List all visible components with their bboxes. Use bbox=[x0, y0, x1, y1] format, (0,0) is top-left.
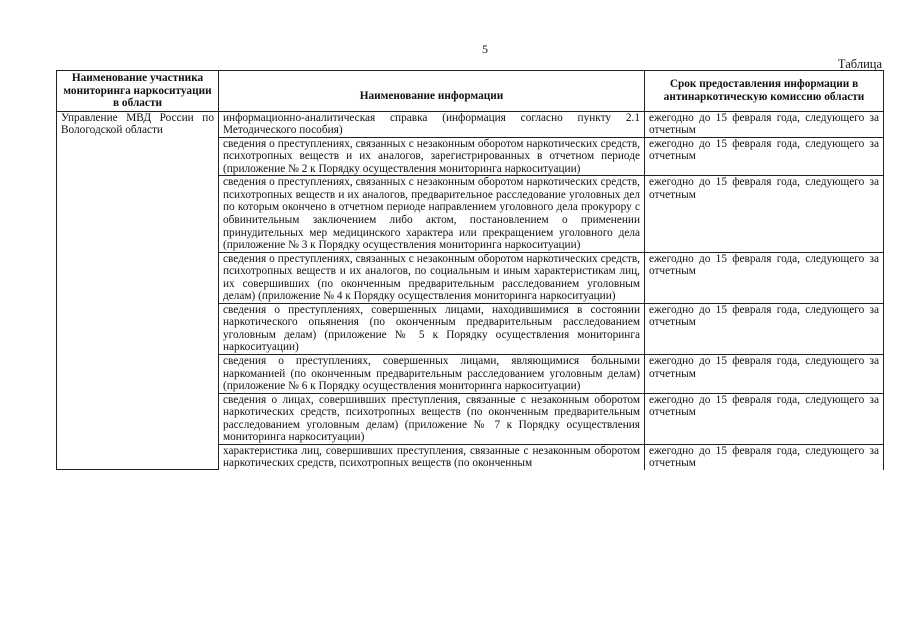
header-information-label: Наименование информации bbox=[359, 89, 504, 102]
deadline-cell: ежегодно до 15 февраля года, следующего за отчетным bbox=[645, 111, 884, 137]
header-information bbox=[219, 71, 645, 112]
deadline-cell: ежегодно до 15 февраля года, следующего за отчетным bbox=[645, 176, 884, 252]
info-cell: сведения о преступлениях, совершенных лицами, являющимися больными наркоманией (по оконченным предварительным расследованием уголовным делам) (приложение № 6 к Порядку осуществления мониторинга наркоситуации) bbox=[219, 355, 645, 394]
info-cell: сведения о преступлениях, связанных с незаконным оборотом наркотических средств, психотропных веществ и их аналогов, по социальным и иным характеристикам лиц, их совершивших (по оконченным предварительным расследованием уголовным делам) (приложение № 4 к Порядку осуществления мониторинга наркоситуации) bbox=[219, 252, 645, 303]
info-cell: информационно-аналитическая справка (информация согласно пункту 2.1 Методического пособия) bbox=[219, 111, 645, 137]
deadline-cell: ежегодно до 15 февраля года, следующего за отчетным bbox=[645, 137, 884, 176]
header-deadline: Срок предоставления информации в антинаркотическую комиссию области bbox=[645, 71, 884, 112]
info-cell: сведения о преступлениях, связанных с незаконным оборотом наркотических средств, психотропных веществ и их аналогов, предварительное расследование уголовных дел по которым окончено в отчетном периоде направлением уголовного дела прокурору с обвинительным заключением либо актом, постановлением о применении принудительных мер медицинского характера или прекращением уголовного дела (приложение № 3 к Порядку осуществления мониторинга наркоситуации) bbox=[219, 176, 645, 252]
table-header-row bbox=[57, 71, 884, 112]
deadline-cell: ежегодно до 15 февраля года, следующего за отчетным bbox=[645, 252, 884, 303]
page-number: 5 bbox=[482, 42, 488, 56]
info-cell: сведения о преступлениях, совершенных лицами, находившимися в состоянии наркотического опьянения (по оконченным предварительным расследованием уголовным делам) (приложение № 5 к Порядку осуществления мониторинга наркоситуации) bbox=[219, 303, 645, 354]
deadline-cell: ежегодно до 15 февраля года, следующего за отчетным bbox=[645, 393, 884, 444]
info-cell: сведения о лицах, совершивших преступления, связанные с незаконным оборотом наркотических средств, психотропных веществ (по оконченным предварительным расследованием уголовным делам) (приложение № 7 к Порядку осуществления мониторинга наркоситуации) bbox=[219, 393, 645, 444]
monitoring-table bbox=[56, 70, 884, 470]
info-cell: характеристика лиц, совершивших преступления, связанные с незаконным оборотом наркотических средств, психотропных веществ (по оконченным bbox=[219, 444, 645, 470]
info-cell: сведения о преступлениях, связанных с незаконным оборотом наркотических средств, психотропных веществ и их аналогов, зарегистрированных в отчетном периоде (приложение № 2 к Порядку осуществления мониторинга наркоситуации) bbox=[219, 137, 645, 176]
deadline-cell: ежегодно до 15 февраля года, следующего за отчетным bbox=[645, 444, 884, 470]
participant-cell: Управление МВД России по Вологодской области bbox=[57, 111, 219, 470]
table-row bbox=[57, 111, 884, 137]
deadline-cell: ежегодно до 15 февраля года, следующего за отчетным bbox=[645, 303, 884, 354]
deadline-cell: ежегодно до 15 февраля года, следующего за отчетным bbox=[645, 355, 884, 394]
table-caption: Таблица bbox=[837, 57, 882, 71]
header-participant: Наименование участника мониторинга наркоситуации в области bbox=[57, 71, 219, 112]
